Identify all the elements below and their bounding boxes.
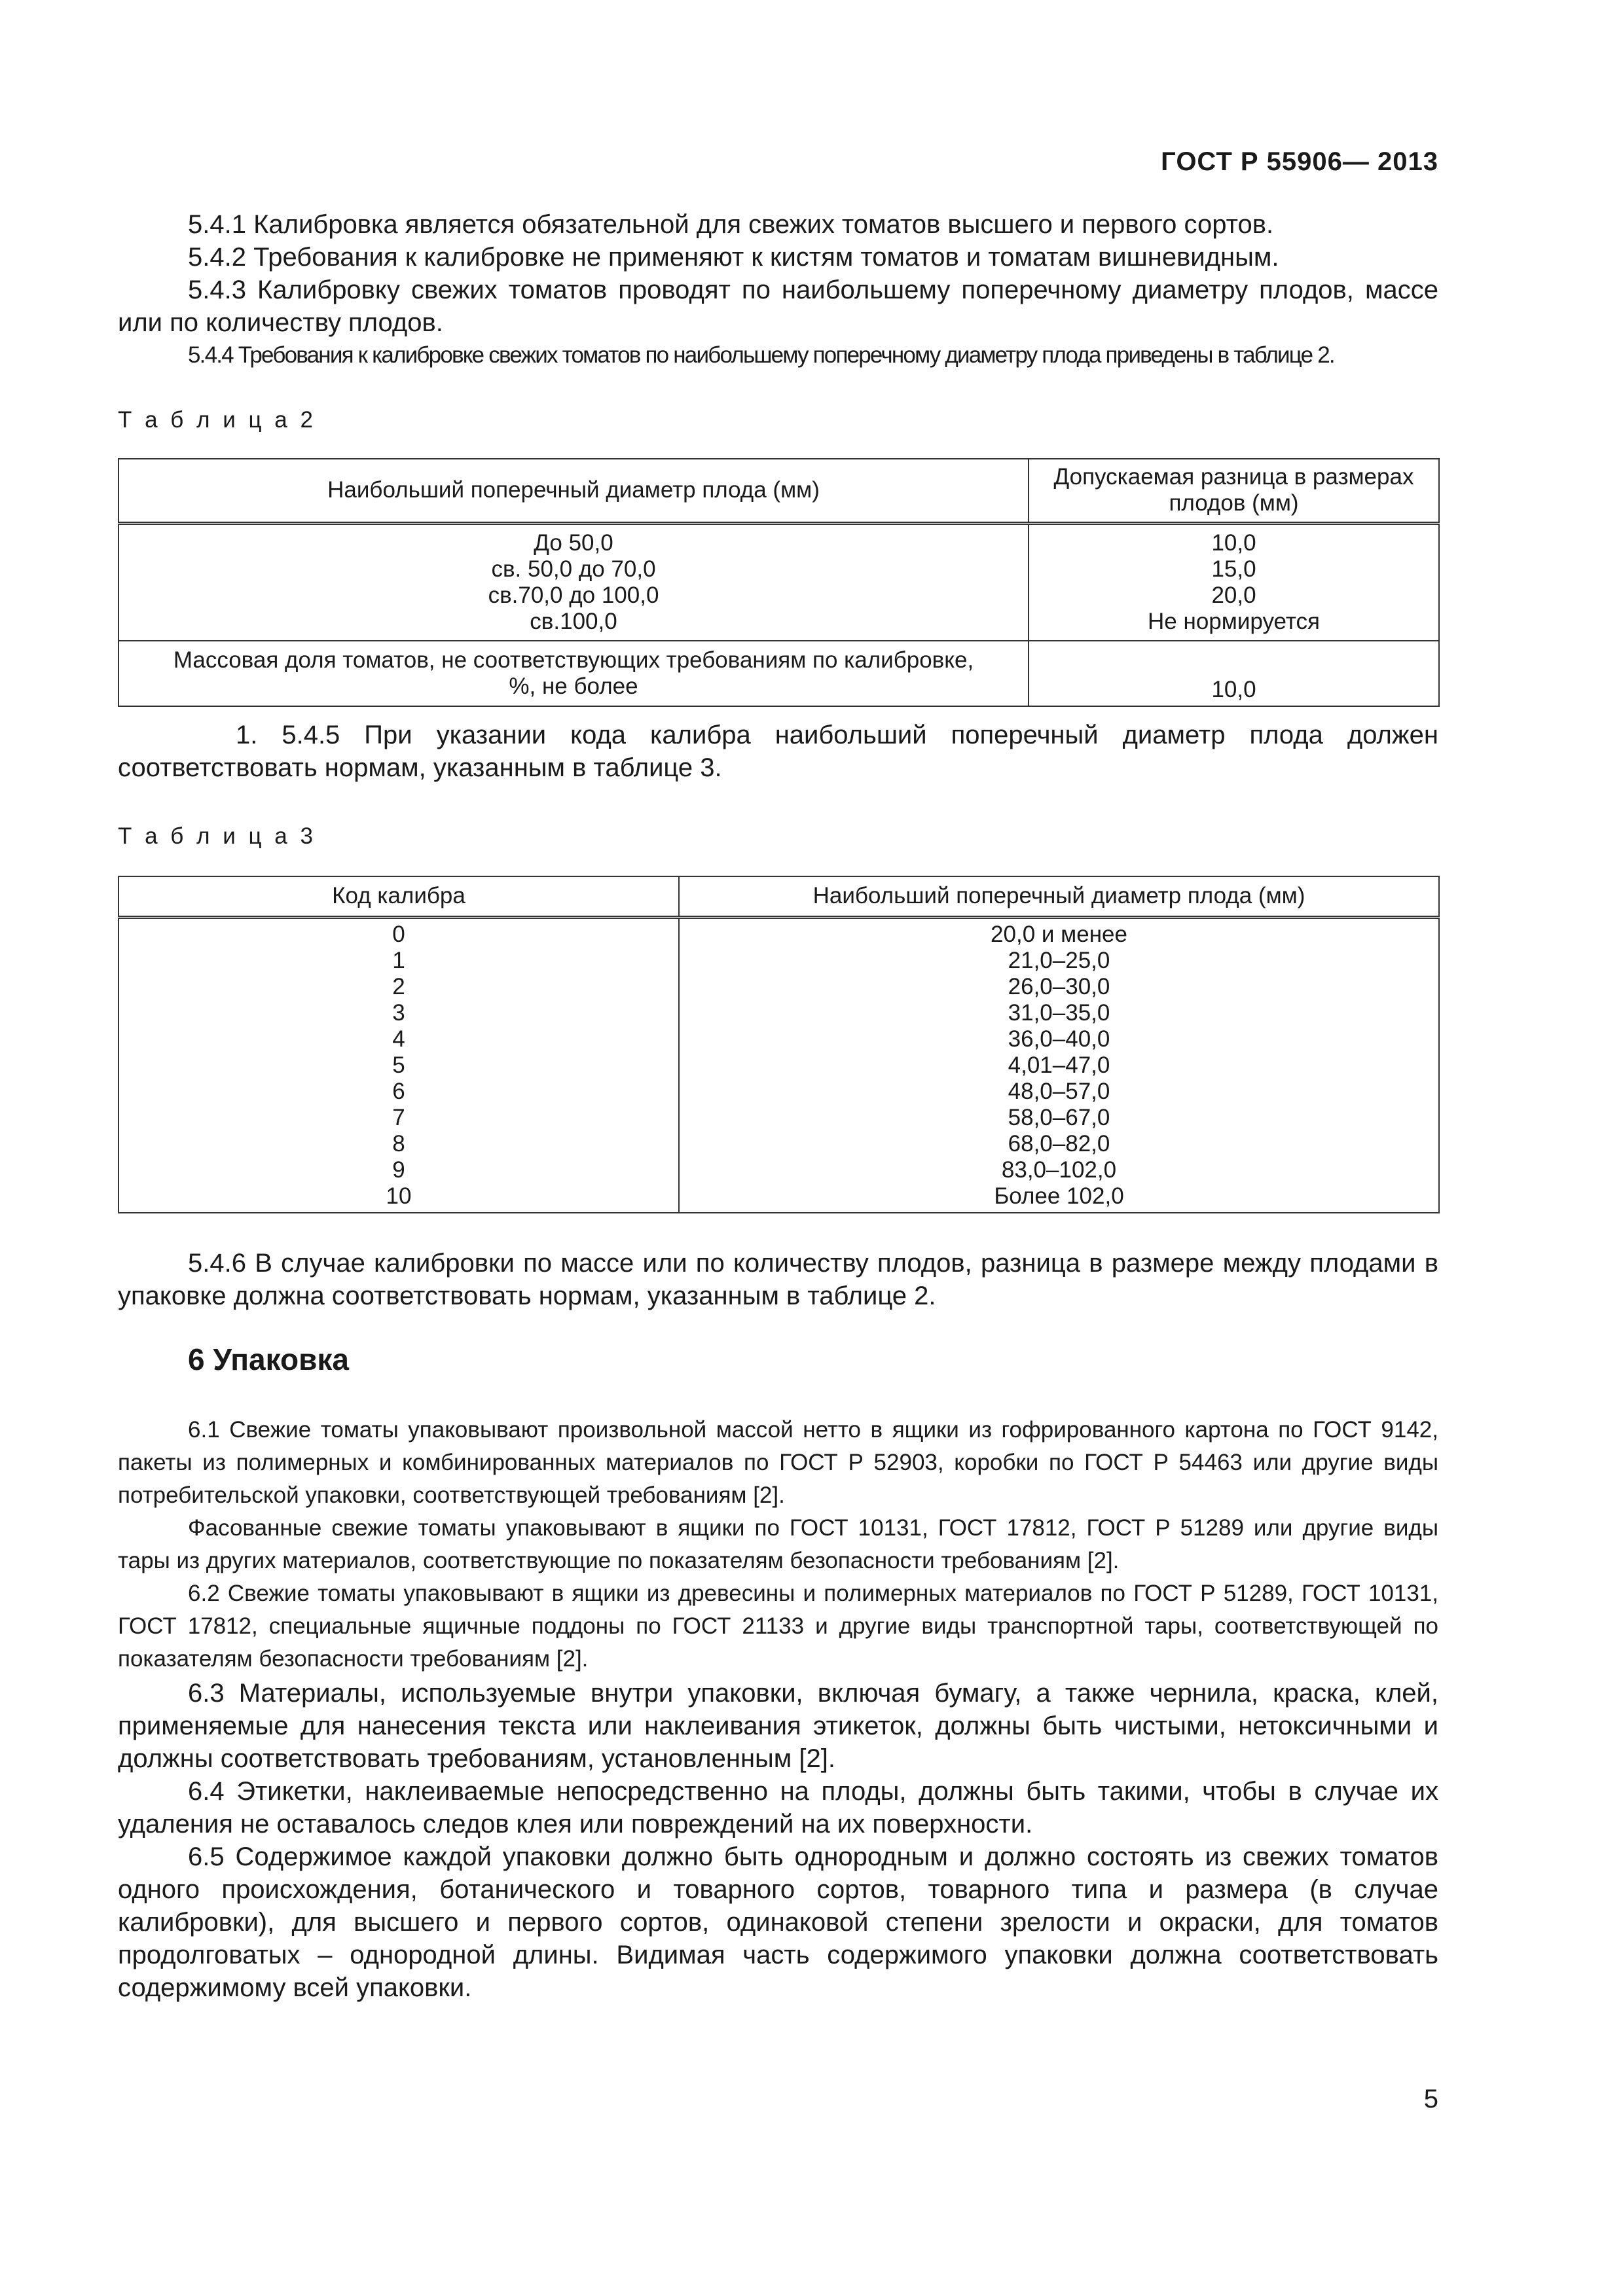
section-6-body — [118, 1677, 1438, 2004]
section-5-4-5 — [118, 719, 1438, 784]
table2-header-tolerance: Допускаемая разница в размерах плодов (мм) — [1029, 459, 1439, 523]
table-row — [119, 917, 1439, 1213]
table-2 — [118, 458, 1440, 707]
section-5-4-intro — [118, 208, 1438, 372]
table-row — [119, 641, 1439, 706]
paragraph-5-4-4: 5.4.4 Требования к калибровке свежих томатов по наибольшему поперечному диаметру плода приведены в таблице 2. — [188, 342, 1334, 368]
paragraph-6-1-packaged: Фасованные свежие томаты упаковывают в ящики по ГОСТ 10131, ГОСТ 17812, ГОСТ Р 51289 или другие виды тары из других материалов, соответствующие по показателям безопасности требованиям [2]. — [118, 1515, 1438, 1573]
paragraph-5-4-5: 1. 5.4.5 При указании кода калибра наибольший поперечный диаметр плода должен соответствовать нормам, указанным в таблице 3. — [118, 721, 1438, 782]
table2-header-diameter: Наибольший поперечный диаметр плода (мм) — [119, 459, 1029, 523]
table-row — [119, 523, 1439, 641]
paragraph-5-4-1: 5.4.1 Калибровка является обязательной для свежих томатов высшего и первого сортов. — [188, 210, 1274, 239]
section-6-body-small — [118, 1414, 1438, 1676]
table2-mass-share-label: Массовая доля томатов, не соответствующих требованиям по калибровке, %, не более — [119, 641, 1029, 706]
table-header-row — [119, 459, 1439, 523]
table3-codes: 0 1 2 3 4 5 6 7 8 9 10 — [119, 917, 679, 1213]
section-6-title: 6 Упаковка — [188, 1342, 349, 1376]
table2-caption: Т а б л и ц а 2 — [118, 407, 316, 433]
paragraph-6-2: 6.2 Свежие томаты упаковывают в ящики из древесины и полимерных материалов по ГОСТ Р 51289, ГОСТ 10131, ГОСТ 17812, специальные ящичные поддоны по ГОСТ 21133 и другие виды транспортной тары, соответствующей по показателям безопасности требованиям [2]. — [118, 1581, 1438, 1672]
document-code: ГОСТ Р 55906— 2013 — [1161, 147, 1438, 176]
table2-mass-share-value: 10,0 — [1029, 641, 1439, 706]
page-number: 5 — [1423, 2085, 1438, 2113]
paragraph-5-4-3: 5.4.3 Калибровку свежих томатов проводят по наибольшему поперечному диаметру плодов, массе или по количеству плодов. — [118, 276, 1438, 337]
table3-diameters: 20,0 и менее 21,0–25,0 26,0–30,0 31,0–35,0 36,0–40,0 4,01–47,0 48,0–57,0 58,0–67,0 68,0–82,0 83,0–102,0 Более 102,0 — [679, 917, 1439, 1213]
paragraph-5-4-6: 5.4.6 В случае калибровки по массе или по количеству плодов, разница в размере между плодами в упаковке должна соответствовать нормам, указанным в таблице 2. — [118, 1249, 1438, 1310]
table3-header-code: Код калибра — [119, 876, 679, 917]
table2-tolerance-values: 10,0 15,0 20,0 Не нормируется — [1029, 523, 1439, 641]
paragraph-5-4-2: 5.4.2 Требования к калибровке не применяют к кистям томатов и томатам вишневидным. — [188, 243, 1279, 272]
table-3 — [118, 876, 1440, 1213]
section-5-4-6 — [118, 1247, 1438, 1312]
table-header-row — [119, 876, 1439, 917]
paragraph-6-3: 6.3 Материалы, используемые внутри упаковки, включая бумагу, а также чернила, краска, клей, применяемые для нанесения текста или наклеивания этикеток, должны быть чистыми, нетоксичными и должны соответствовать требованиям, установленным [2]. — [118, 1679, 1438, 1773]
paragraph-6-4: 6.4 Этикетки, наклеиваемые непосредственно на плоды, должны быть такими, чтобы в случае их удаления не оставалось следов клея или повреждений на их поверхности. — [118, 1777, 1438, 1839]
table2-diameter-ranges: До 50,0 св. 50,0 до 70,0 св.70,0 до 100,0 св.100,0 — [119, 523, 1029, 641]
paragraph-6-5: 6.5 Содержимое каждой упаковки должно быть однородным и должно состоять из свежих томатов одного происхождения, ботанического и товарного сортов, товарного типа и размера (в случае калибровки), для высшего и первого сортов, одинаковой степени зрелости и окраски, для томатов продолговатых – однородной длины. Видимая часть содержимого упаковки должна соответствовать содержимому всей упаковки. — [118, 1842, 1438, 2002]
paragraph-6-1: 6.1 Свежие томаты упаковывают произвольной массой нетто в ящики из гофрированного картона по ГОСТ 9142, пакеты из полимерных и комбинированных материалов по ГОСТ Р 52903, коробки по ГОСТ Р 54463 или другие виды потребительской упаковки, соответствующей требованиям [2]. — [118, 1417, 1438, 1508]
table3-caption: Т а б л и ц а 3 — [118, 823, 316, 849]
table3-header-diameter: Наибольший поперечный диаметр плода (мм) — [679, 876, 1439, 917]
